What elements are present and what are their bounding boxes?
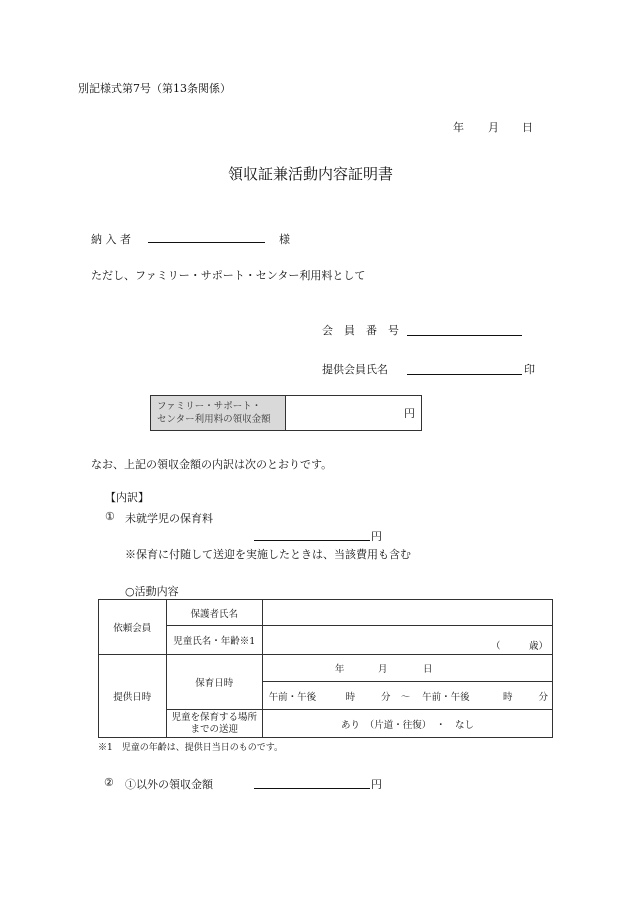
care-date-day: 日 — [422, 664, 433, 675]
footnote: ※1 児童の年齢は、提供日当日のものです。 — [98, 743, 284, 753]
date-month-label: 月 — [488, 121, 499, 134]
item1-note: ※保育に付随して送迎を実施したときは、当該費用も含む — [125, 548, 411, 561]
start-ampm[interactable]: 午前・午後 — [262, 682, 321, 710]
transport-label — [166, 710, 262, 738]
start-hour[interactable]: 時 — [322, 682, 359, 710]
item1-label: 未就学児の保育料 — [125, 512, 213, 525]
activity-heading: ○活動内容 — [125, 585, 179, 598]
item1-amount-field[interactable] — [254, 527, 370, 541]
breakdown-intro: なお、上記の領収金額の内訳は次のとおりです。 — [91, 458, 333, 471]
child-label: 児童氏名・年齢※1 — [166, 626, 262, 655]
start-minute[interactable]: 分 — [359, 682, 394, 710]
item2-unit: 円 — [371, 778, 382, 791]
care-date-month: 月 — [377, 664, 388, 675]
amount-box — [150, 395, 422, 431]
purpose-text: ただし、ファミリー・サポート・センター利用料として — [91, 269, 366, 282]
form-reference: 別記様式第7号（第13条関係） — [78, 82, 231, 95]
care-date-field[interactable] — [262, 655, 552, 682]
requester-cell: 依頼会員 — [99, 600, 167, 655]
care-date-year: 年 — [334, 664, 345, 675]
document-title: 領収証兼活動内容証明書 — [228, 165, 394, 183]
item2-amount-field[interactable] — [254, 775, 370, 789]
breakdown-heading: 【内訳】 — [105, 491, 149, 504]
date-year-label: 年 — [453, 121, 464, 134]
item1-number: ① — [105, 510, 115, 523]
payer-label: 納 入 者 — [91, 233, 131, 246]
amount-label-line1: ファミリー・サポート・ — [157, 401, 262, 412]
provider-name-label: 提供会員氏名 — [322, 363, 388, 376]
transport-label-line2: までの送迎 — [190, 723, 238, 735]
age-parenthesis: （ 歳） — [490, 641, 548, 652]
payer-name-field[interactable] — [148, 229, 265, 243]
member-number-field[interactable] — [407, 321, 522, 336]
item1-unit: 円 — [371, 530, 382, 543]
end-ampm[interactable]: 午前・午後 — [416, 682, 475, 710]
amount-unit: 円 — [404, 407, 415, 420]
child-info-field[interactable] — [262, 626, 552, 655]
amount-label-line2: センター利用料の領収金額 — [157, 414, 271, 425]
provider-name-field[interactable] — [407, 360, 522, 375]
end-minute[interactable]: 分 — [517, 682, 553, 710]
seal-mark: 印 — [524, 363, 535, 376]
end-hour[interactable]: 時 — [475, 682, 516, 710]
member-number-label: 会 員 番 号 — [322, 324, 399, 337]
date-day-label: 日 — [522, 121, 533, 134]
item2-label: ①以外の領収金額 — [125, 778, 213, 791]
guardian-name-field[interactable] — [262, 600, 552, 626]
time-range-tilde: ～ — [395, 682, 417, 710]
transport-label-line1: 児童を保育する場所 — [171, 711, 257, 723]
transport-options[interactable]: あり （片道・往復） ・ なし — [262, 710, 552, 738]
payer-honorific: 様 — [279, 233, 290, 246]
care-datetime-label: 保育日時 — [166, 655, 262, 710]
guardian-label: 保護者氏名 — [166, 600, 262, 626]
item2-number: ② — [104, 776, 114, 789]
amount-label — [151, 396, 286, 431]
amount-field[interactable] — [286, 396, 422, 431]
provision-datetime-cell: 提供日時 — [99, 655, 167, 738]
activity-table — [98, 599, 553, 738]
